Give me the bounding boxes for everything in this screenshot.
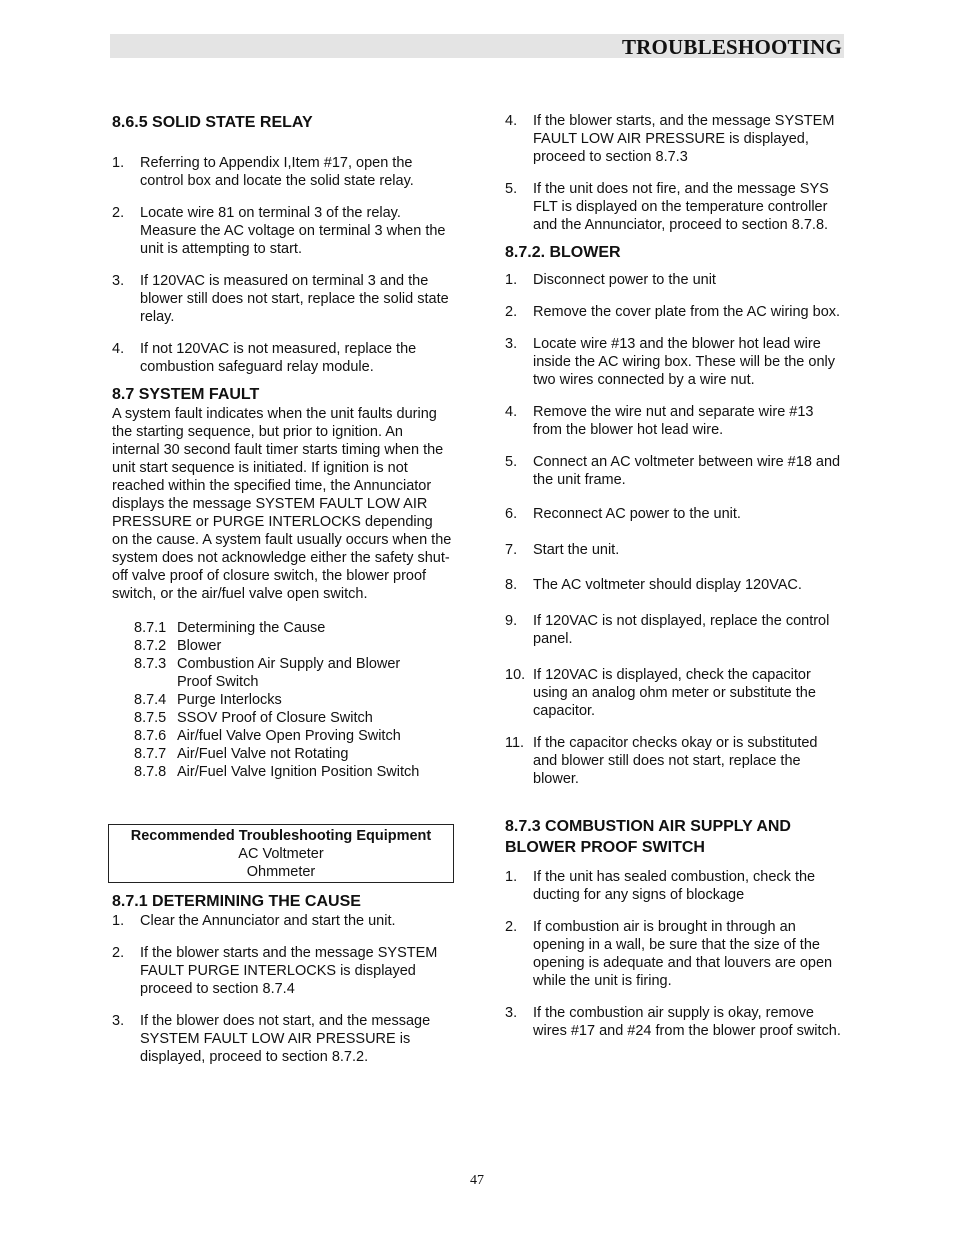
section-heading-8-6-5: 8.6.5 SOLID STATE RELAY — [112, 114, 313, 131]
left-column — [112, 112, 452, 1066]
list-item — [112, 154, 452, 190]
equipment-title: Recommended Troubleshooting Equipment — [130, 828, 432, 844]
step-text: Start the unit. — [533, 542, 620, 558]
step-text: If the capacitor checks okay or is substituted and blower still does not start, replace the blower. — [533, 735, 818, 787]
list-item — [134, 691, 452, 709]
equipment-box — [108, 824, 454, 883]
step-text: Locate wire 81 on terminal 3 of the relay. Measure the AC voltage on terminal 3 when the unit is attempting to start. — [140, 205, 446, 257]
step-number: 8. — [505, 577, 518, 593]
step-number: 5. — [505, 454, 518, 470]
step-number: 3. — [112, 273, 125, 289]
toc-number: 8.7.7 — [134, 746, 167, 762]
list-item — [134, 727, 452, 745]
page-title: TROUBLESHOOTING — [621, 35, 842, 59]
step-text: If combustion air is brought in through an opening in a wall, be sure that the size of the opening is adequate and that louvers are open while the unit is firing. — [533, 919, 833, 989]
toc-number: 8.7.6 — [134, 728, 167, 744]
system-fault-description: A system fault indicates when the unit faults during the starting sequence, but prior to ignition. An internal 30 second fault timer starts timing when the unit start sequence is initiated. If ignition is not reached within the specified time, the Annunciator displays the message SYSTEM FAULT LOW AIR PRESSURE or PURGE INTERLOCKS depending on the cause. A system fault usually occurs when the system does not acknowledge either the safety shut-off valve proof of closure switch, the blower proof switch, or the air/fuel valve open switch. — [112, 406, 452, 602]
toc-text: Blower — [177, 638, 222, 654]
section-heading-8-7-1: 8.7.1 DETERMINING THE CAUSE — [112, 893, 361, 910]
step-number: 3. — [505, 336, 518, 352]
step-number: 4. — [112, 341, 125, 357]
list-item — [112, 272, 452, 326]
toc-text: Air/fuel Valve Open Proving Switch — [177, 728, 401, 744]
list-item — [505, 576, 845, 594]
equipment-item: AC Voltmeter — [238, 846, 324, 862]
step-number: 11. — [505, 735, 525, 751]
toc-text: SSOV Proof of Closure Switch — [177, 710, 373, 726]
toc-text: Air/Fuel Valve not Rotating — [177, 746, 349, 762]
list-item — [112, 912, 452, 930]
step-text: Locate wire #13 and the blower hot lead wire inside the AC wiring box. These will be the only two wires connected by a wire nut. — [533, 336, 835, 388]
section-heading-8-7-2: 8.7.2. BLOWER — [505, 244, 621, 261]
step-text: If the blower does not start, and the message SYSTEM FAULT LOW AIR PRESSURE is displayed, proceed to section 8.7.2. — [140, 1013, 431, 1065]
list-item — [134, 763, 452, 781]
step-number: 2. — [505, 919, 518, 935]
step-number: 4. — [505, 404, 518, 420]
list-item — [505, 541, 845, 559]
list-item — [505, 271, 845, 289]
right-column — [505, 112, 845, 1040]
step-number: 4. — [505, 113, 518, 129]
step-text: Remove the wire nut and separate wire #13 from the blower hot lead wire. — [533, 404, 814, 438]
list-item — [505, 918, 845, 990]
toc-text: Combustion Air Supply and Blower Proof Switch — [177, 656, 401, 690]
list-item — [505, 112, 845, 166]
list-item — [505, 180, 845, 234]
step-number: 9. — [505, 613, 518, 629]
step-text: Reconnect AC power to the unit. — [533, 506, 741, 522]
list-item — [505, 453, 845, 489]
step-text: If the blower starts and the message SYSTEM FAULT PURGE INTERLOCKS is displayed proceed to section 8.7.4 — [140, 945, 438, 997]
step-number: 7. — [505, 542, 518, 558]
step-number: 10. — [505, 667, 526, 683]
step-number: 1. — [505, 869, 518, 885]
cause-steps — [112, 912, 452, 1066]
list-item — [505, 403, 845, 439]
blower-steps — [505, 271, 845, 788]
section-heading-8-7-3: 8.7.3 COMBUSTION AIR SUPPLY AND BLOWER PROOF SWITCH — [505, 818, 791, 856]
list-item — [134, 619, 452, 637]
step-number: 6. — [505, 506, 518, 522]
step-text: Remove the cover plate from the AC wiring box. — [533, 304, 841, 320]
step-text: Disconnect power to the unit — [533, 272, 716, 288]
toc-number: 8.7.2 — [134, 638, 167, 654]
step-number: 5. — [505, 181, 518, 197]
step-text: If the unit has sealed combustion, check the ducting for any signs of blockage — [533, 869, 816, 903]
toc-text: Purge Interlocks — [177, 692, 282, 708]
equipment-item: Ohmmeter — [246, 864, 316, 880]
step-text: If the combustion air supply is okay, remove wires #17 and #24 from the blower proof switch. — [533, 1005, 841, 1039]
step-text: If 120VAC is measured on terminal 3 and the blower still does not start, replace the solid state relay. — [140, 273, 449, 325]
toc-number: 8.7.4 — [134, 692, 167, 708]
list-item — [505, 666, 845, 720]
cause-steps-continued — [505, 112, 845, 234]
step-number: 2. — [505, 304, 518, 320]
step-text: Clear the Annunciator and start the unit. — [140, 913, 396, 929]
list-item — [112, 204, 452, 258]
subsection-list — [112, 619, 452, 781]
list-item — [505, 505, 845, 523]
list-item — [505, 335, 845, 389]
toc-number: 8.7.5 — [134, 710, 167, 726]
section-heading-8-7: 8.7 SYSTEM FAULT — [112, 386, 260, 403]
step-number: 1. — [112, 913, 125, 929]
step-text: Connect an AC voltmeter between wire #18 and the unit frame. — [533, 454, 841, 488]
combustion-air-steps — [505, 868, 845, 1040]
list-item — [112, 944, 452, 998]
step-number: 3. — [505, 1005, 518, 1021]
step-text: If not 120VAC is not measured, replace the combustion safeguard relay module. — [140, 341, 417, 375]
toc-text: Determining the Cause — [177, 620, 326, 636]
toc-number: 8.7.8 — [134, 764, 167, 780]
step-number: 2. — [112, 205, 125, 221]
list-item — [505, 868, 845, 904]
list-item — [112, 1012, 452, 1066]
step-text: The AC voltmeter should display 120VAC. — [533, 577, 802, 593]
toc-text: Air/Fuel Valve Ignition Position Switch — [177, 764, 420, 780]
list-item — [505, 612, 845, 648]
list-item — [134, 745, 452, 763]
toc-number: 8.7.3 — [134, 656, 167, 672]
list-item — [134, 655, 452, 691]
step-text: If 120VAC is not displayed, replace the control panel. — [533, 613, 830, 647]
step-text: If the unit does not fire, and the message SYS FLT is displayed on the temperature controller and the Annunciator, proceed to section 8.7.8. — [533, 181, 829, 233]
toc-number: 8.7.1 — [134, 620, 167, 636]
step-number: 1. — [505, 272, 518, 288]
list-item — [505, 734, 845, 788]
list-item — [134, 709, 452, 727]
list-item — [505, 1004, 845, 1040]
step-number: 3. — [112, 1013, 125, 1029]
page-number: 47 — [470, 1173, 484, 1188]
step-text: If 120VAC is displayed, check the capacitor using an analog ohm meter or substitute the capacitor. — [533, 667, 816, 719]
step-number: 2. — [112, 945, 125, 961]
header-bar — [110, 34, 844, 58]
step-number: 1. — [112, 155, 125, 171]
relay-steps — [112, 154, 452, 376]
step-text: If the blower starts, and the message SYSTEM FAULT LOW AIR PRESSURE is displayed, proceed to section 8.7.3 — [533, 113, 835, 165]
list-item — [112, 340, 452, 376]
step-text: Referring to Appendix I,Item #17, open the control box and locate the solid state relay. — [140, 155, 414, 189]
list-item — [134, 637, 452, 655]
list-item — [505, 303, 845, 321]
